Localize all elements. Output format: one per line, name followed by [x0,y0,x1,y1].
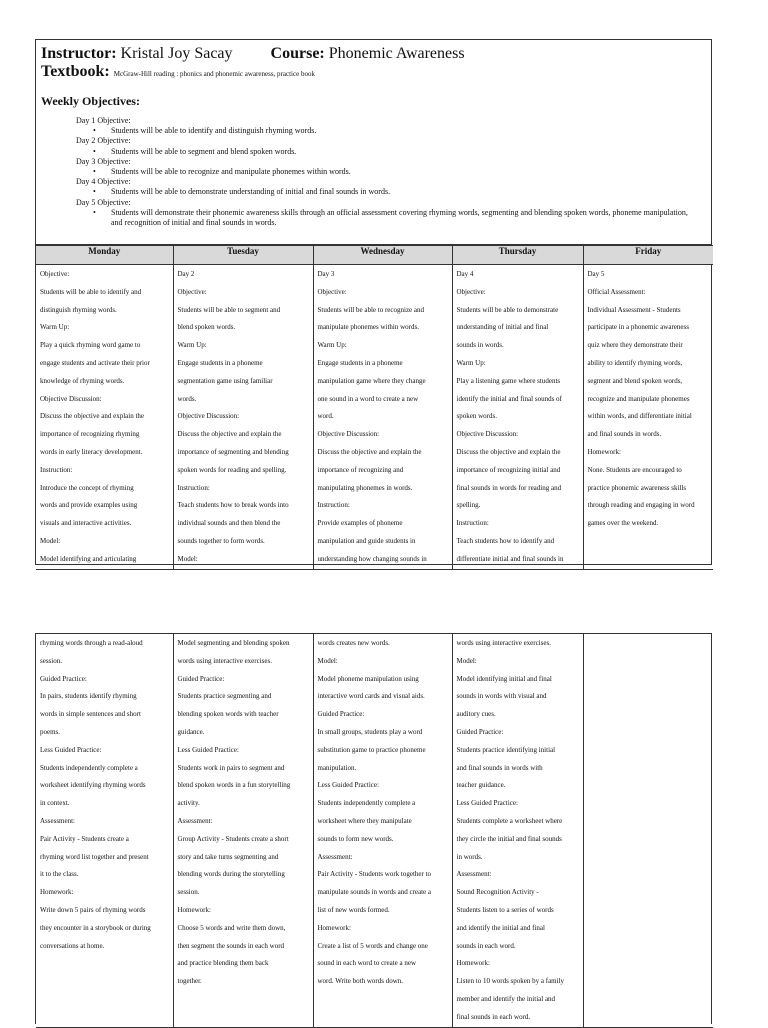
cell-line: Warm Up: [456,358,486,367]
cell-line: in words. [456,852,483,861]
cell-line: Homework: [456,959,490,968]
cell-line: Model identifying initial and final [456,674,552,683]
cell-line: Students work in pairs to segment and [177,763,285,772]
cell-line: Play a listening game where students [456,376,561,385]
cell-line: Model identifying and articulating [40,554,137,563]
cell-line: Homework: [177,905,211,914]
cell-line: Students complete a worksheet where [456,816,563,825]
cell-line: Homework: [587,447,621,456]
cell-line: poems. [40,727,61,736]
cell-line: and final sounds in words. [587,430,662,439]
cell-line: words using interactive exercises. [177,656,272,665]
cell-line: Students practice segmenting and [177,692,272,701]
cell-line: Instruction: [456,519,489,528]
weekly-objectives-title: Weekly Objectives: [41,94,140,108]
cell-line: Play a quick rhyming word game to [40,341,141,350]
cell-line: understanding of initial and final [456,323,549,332]
cell-line: Students independently complete a [317,799,416,808]
cell-line: Sound Recognition Activity - [456,888,539,897]
tuesday-cell-continued [173,634,313,1028]
cell-line: games over the weekend. [587,519,659,528]
cell-line: sounds in each word. [456,941,516,950]
cell-line: importance of recognizing rhyming [40,430,140,439]
cell-line: Students will be able to identify and [40,287,142,296]
cell-line: Assessment: [40,816,75,825]
textbook-label: Textbook: [41,63,110,80]
cell-line: Guided Practice: [456,727,504,736]
cell-line: blending words during the storytelling [177,870,285,879]
cell-line: words in early literacy development. [40,447,143,456]
course-name: Phonemic Awareness [328,45,465,62]
day-header-row [36,246,713,265]
cell-line: Choose 5 words and write them down, [177,923,286,932]
friday-cell-continued [583,634,713,1028]
cell-line: worksheet identifying rhyming words [40,781,146,790]
cell-line: knowledge of rhyming words. [40,376,125,385]
cell-line: visuals and interactive activities. [40,519,132,528]
cell-line: segment and blend spoken words, [587,376,683,385]
objective-day-label: Day 3 Objective: [76,156,131,166]
cell-line: Day 2 [177,270,195,278]
day-header-wednesday: Wednesday [313,246,452,265]
cell-line: Discuss the objective and explain the [40,412,144,421]
cell-line: Pair Activity - Students create a [40,834,129,843]
table-row [36,265,713,570]
cell-line: Students will be able to recognize and [317,305,425,314]
cell-line: individual sounds and then blend the [177,519,281,528]
day-header-tuesday: Tuesday [173,246,313,265]
cell-line: Model: [317,656,338,665]
cell-line: sound in each word to create a new [317,959,417,968]
cell-line: worksheet where they manipulate [317,816,412,825]
cell-line: Official Assessment: [587,287,646,296]
cell-line: Guided Practice: [317,710,365,719]
cell-line: Objective Discussion: [317,430,380,439]
cell-line: one sound in a word to create a new [317,394,419,403]
cell-line: Teach students how to identify and [456,536,555,545]
objective-day-label: Day 5 Objective: [76,197,131,207]
cell-line: Warm Up: [317,341,347,350]
cell-line: Model segmenting and blending spoken [177,639,290,647]
cell-line: Instruction: [177,483,210,492]
cell-line: Discuss the objective and explain the [456,447,561,456]
cell-line: auditory cues. [456,710,496,719]
cell-line: Homework: [40,888,74,897]
cell-line: Engage students in a phoneme [317,358,403,367]
thursday-cell [452,265,583,570]
cell-line: within words, and differentiate initial [587,412,692,421]
cell-line: Students listen to a series of words [456,905,554,914]
cell-line: and identify the initial and final [456,923,545,932]
cell-line: they circle the initial and final sounds [456,834,562,843]
cell-line: Day 3 [317,270,335,278]
objective-day-label: Day 1 Objective: [76,116,131,125]
cell-line: sounds together to form words. [177,536,265,545]
cell-line: recognize and manipulate phonemes [587,394,690,403]
cell-line: final sounds in each word. [456,1012,531,1021]
cell-line: Warm Up: [40,323,70,332]
cell-line: conversations at home. [40,941,105,950]
cell-line: blending spoken words with teacher [177,710,279,719]
cell-line: substitution game to practice phoneme [317,745,426,754]
cell-line: spoken words. [456,412,497,421]
cell-line: session. [40,656,62,665]
cell-line: Individual Assessment - Students [587,305,681,314]
objective-bullet: • Students will be able to identify and distinguish rhyming words. [76,126,688,136]
instructor-course-line [41,44,706,63]
cell-line: sounds in words with visual and [456,692,547,701]
monday-cell-continued [36,634,173,1028]
instructor-name: Kristal Joy Sacay [120,45,233,62]
objective-bullet: • Students will be able to segment and blend spoken words. [76,147,688,157]
day-header-thursday: Thursday [452,246,583,265]
cell-line: Instruction: [40,465,73,474]
cell-line: understanding how changing sounds in [317,554,427,563]
cell-line: In small groups, students play a word [317,727,423,736]
cell-line: interactive word cards and visual aids. [317,692,425,701]
cell-line: importance of segmenting and blending [177,447,289,456]
table-row [36,634,713,1028]
cell-line: Model: [456,656,477,665]
document-page-1 [35,39,712,565]
cell-line: Objective: [317,287,347,296]
cell-line: manipulate sounds in words and create a [317,888,432,897]
lesson-plan-header [36,40,711,245]
cell-line: Objective: [456,287,486,296]
cell-line: manipulation. [317,763,357,772]
cell-line: differentiate initial and final sounds in [456,554,564,563]
wednesday-cell [313,265,452,570]
cell-line: spelling. [456,501,481,510]
cell-line: words. [177,394,197,403]
cell-line: segmentation game using familiar [177,376,273,385]
document-page-2 [35,633,712,1024]
cell-line: identify the initial and final sounds of [456,394,562,403]
cell-line: spoken words for reading and spelling. [177,465,287,474]
weekly-objectives-list [76,116,706,228]
textbook-name: McGraw-Hill reading : phonics and phonemic awareness, practice book [113,70,315,78]
cell-line: together. [177,977,202,986]
cell-line: final sounds in words for reading and [456,483,562,492]
cell-line: Students will be able to demonstrate [456,305,559,314]
cell-line: Day 4 [456,270,474,278]
cell-line: In pairs, students identify rhyming [40,692,137,701]
cell-line: Assessment: [177,816,213,825]
cell-line: Model: [40,536,61,545]
cell-line: rhyming word list together and present [40,852,149,861]
cell-line: words creates new words. [317,639,390,647]
cell-line: blend spoken words in a fun storytelling [177,781,291,790]
cell-line: None. Students are encouraged to [587,465,682,474]
cell-line: Instruction: [317,501,350,510]
cell-line: manipulate phonemes within words. [317,323,419,332]
textbook-line [41,63,706,83]
cell-line: Guided Practice: [177,674,225,683]
cell-line: Provide examples of phoneme [317,519,403,528]
tuesday-cell [173,265,313,570]
cell-line: distinguish rhyming words. [40,305,117,314]
cell-line: words using interactive exercises. [456,639,551,647]
cell-line: Objective Discussion: [456,430,519,439]
day-header-monday: Monday [36,246,173,265]
cell-line: participate in a phonemic awareness [587,323,689,332]
cell-line: story and take turns segmenting and [177,852,279,861]
cell-line: ability to identify rhyming words, [587,358,683,367]
cell-line: Assessment: [456,870,492,879]
day-header-friday: Friday [583,246,713,265]
cell-line: guidance. [177,727,205,736]
cell-line: Less Guided Practice: [317,781,379,790]
cell-line: Students practice identifying initial [456,745,556,754]
cell-line: manipulating phonemes in words. [317,483,413,492]
cell-line: Students will be able to segment and [177,305,281,314]
cell-line: Group Activity - Students create a short [177,834,289,843]
cell-line: Engage students in a phoneme [177,358,263,367]
cell-line: word. [317,412,334,421]
cell-line: Guided Practice: [40,674,87,683]
monday-cell [36,265,173,570]
cell-line: Model: [177,554,198,563]
cell-line: Write down 5 pairs of rhyming words [40,905,146,914]
weekly-schedule-table-continued [36,634,713,1028]
objective-day-label: Day 2 Objective: [76,136,131,146]
cell-line: through reading and engaging in word [587,501,695,510]
cell-line: Objective: [40,270,70,278]
cell-line: Students independently complete a [40,763,138,772]
instructor-label: Instructor: [41,45,117,62]
cell-line: they encounter in a storybook or during [40,923,151,932]
objective-day-label: Day 4 Objective: [76,177,131,187]
cell-line: Objective Discussion: [40,394,102,403]
cell-line: Assessment: [317,852,353,861]
cell-line: Discuss the objective and explain the [177,430,282,439]
cell-line: and practice blending them back [177,959,269,968]
cell-line: words and provide examples using [40,501,138,510]
weekly-schedule-table [36,245,713,570]
objective-bullet: • Students will be able to recognize and manipulate phonemes within words. [76,167,688,177]
cell-line: Pair Activity - Students work together to [317,870,432,879]
cell-line: manipulation game where they change [317,376,426,385]
cell-line: Objective Discussion: [177,412,240,421]
cell-line: word. Write both words down. [317,977,404,986]
cell-line: Day 5 [587,270,605,278]
objective-bullet: • Students will demonstrate their phonemic awareness skills through an official assessment covering rhyming words, segmenting and blending spoken words, phoneme manipulation, and recognition of initial and final sounds in words. [76,208,688,228]
cell-line: importance of recognizing initial and [456,465,561,474]
cell-line: engage students and activate their prior [40,358,150,367]
cell-line: it to the class. [40,870,79,879]
cell-line: importance of recognizing and [317,465,404,474]
cell-line: session. [177,888,200,897]
cell-line: activity. [177,799,200,808]
thursday-cell-continued [452,634,583,1028]
cell-line: Less Guided Practice: [177,745,239,754]
cell-line: and final sounds in words with [456,763,543,772]
cell-line: in context. [40,799,70,808]
cell-line: sounds in words. [456,341,504,350]
cell-line: practice phonemic awareness skills [587,483,687,492]
cell-line: Objective: [177,287,207,296]
cell-line: Warm Up: [177,341,207,350]
wednesday-cell-continued [313,634,452,1028]
cell-line: teacher guidance. [456,781,506,790]
cell-line: blend spoken words. [177,323,236,332]
cell-line: list of new words formed. [317,905,390,914]
cell-line: quiz where they demonstrate their [587,341,683,350]
cell-line: manipulation and guide students in [317,536,416,545]
cell-line: member and identify the initial and [456,994,556,1003]
cell-line: Model phoneme manipulation using [317,674,419,683]
cell-line: Teach students how to break words into [177,501,289,510]
cell-line: then segment the sounds in each word [177,941,285,950]
cell-line: Create a list of 5 words and change one [317,941,428,950]
friday-cell [583,265,713,570]
cell-line: Listen to 10 words spoken by a family [456,977,565,986]
cell-line: rhyming words through a read-aloud [40,639,143,647]
cell-line: Less Guided Practice: [40,745,102,754]
cell-line: words in simple sentences and short [40,710,141,719]
cell-line: Homework: [317,923,351,932]
cell-line: sounds to form new words. [317,834,394,843]
cell-line: Introduce the concept of rhyming [40,483,134,492]
course-label: Course: [270,45,325,62]
objective-bullet: • Students will be able to demonstrate understanding of initial and final sounds in words. [76,187,688,197]
cell-line: Less Guided Practice: [456,799,518,808]
cell-line: Discuss the objective and explain the [317,447,422,456]
